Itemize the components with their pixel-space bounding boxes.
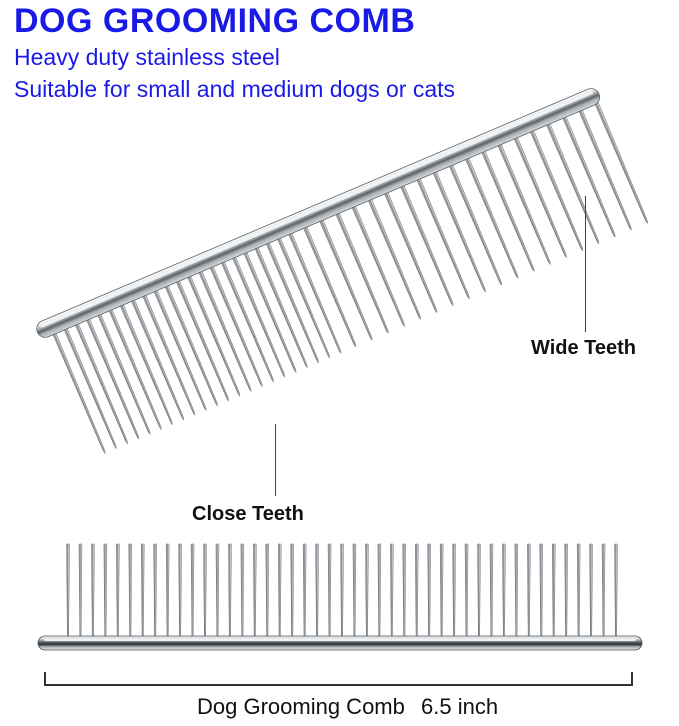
page-title: DOG GROOMING COMB: [14, 2, 416, 40]
flat-comb-image: [30, 528, 650, 678]
wide-teeth-label: Wide Teeth: [531, 337, 637, 359]
wide-teeth-leader-line: [585, 196, 586, 332]
length-bracket: [44, 672, 633, 686]
angled-comb-teeth: [52, 101, 649, 454]
flat-comb-spine: [38, 636, 642, 650]
angled-comb-image: [20, 78, 679, 498]
subtitle-material: Heavy duty stainless steel: [14, 44, 280, 70]
caption-product-name: Dog Grooming Comb: [197, 694, 405, 719]
close-teeth-leader-line: [275, 424, 276, 496]
subtitle-suitability: Suitable for small and medium dogs or cats: [14, 76, 456, 102]
flat-comb-svg: [30, 528, 650, 678]
caption-length: 6.5 inch: [421, 694, 499, 719]
product-caption: [197, 694, 498, 720]
close-teeth-label: Close Teeth: [192, 503, 304, 525]
angled-comb-svg: [20, 78, 679, 498]
flat-comb-teeth: [67, 544, 618, 639]
